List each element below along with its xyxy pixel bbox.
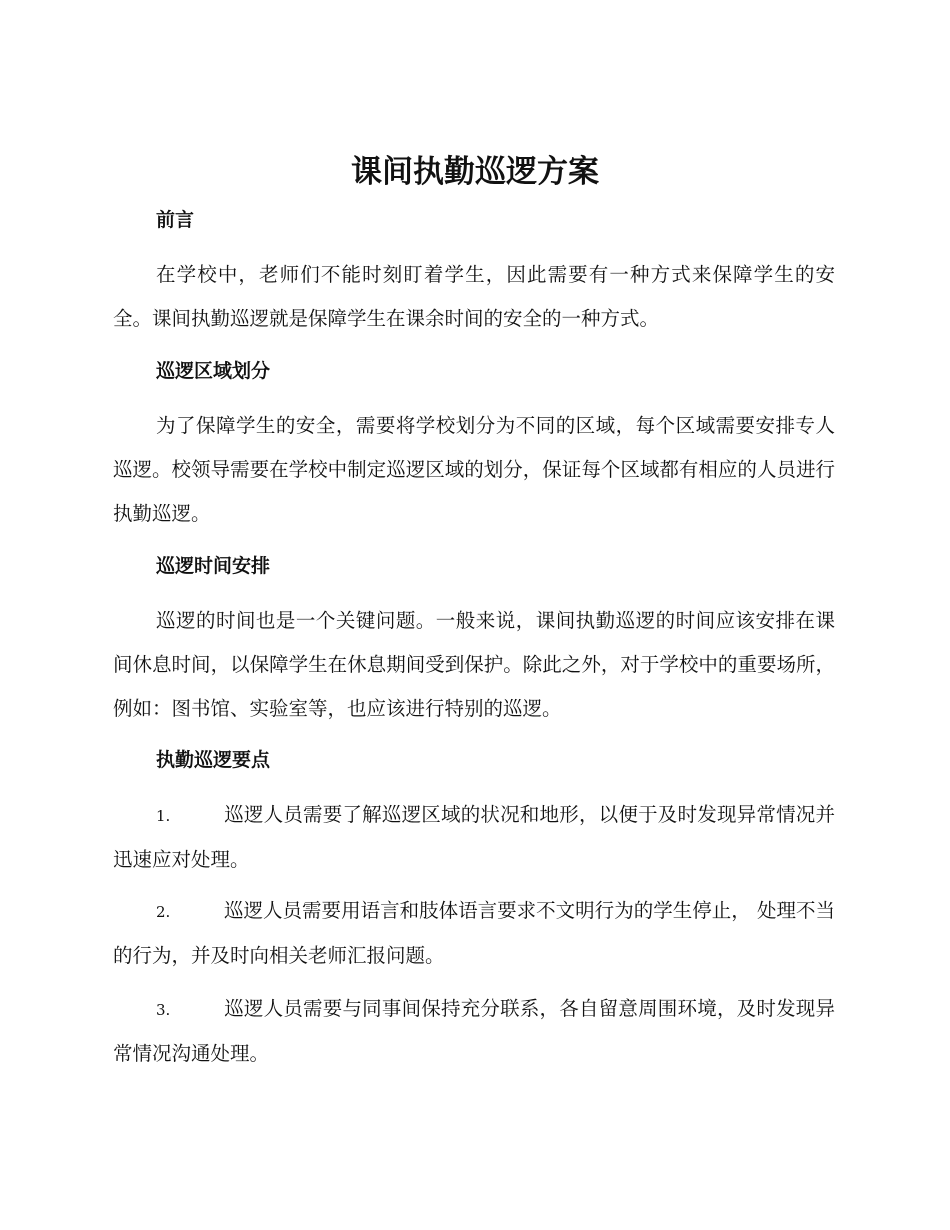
document-title: 课间执勤巡逻方案: [351, 154, 599, 190]
section-paragraph-preface: 在学校中，老师们不能时刻盯着学生，因此需要有一种方式来保障学生的安全。课间执勤巡逻就是保障学生在课余时间的安全的一种方式。: [113, 263, 835, 330]
list-item-text: 巡逻人员需要了解巡逻区域的状况和地形，以便于及时发现异常情况并迅速应对处理。: [113, 803, 835, 871]
list-item: [113, 793, 835, 882]
list-item-number: 1.: [156, 807, 171, 825]
list-item: [113, 889, 835, 978]
list-item-number: 3.: [156, 1001, 171, 1019]
section-paragraph-patrol-areas: 为了保障学生的安全，需要将学校划分为不同的区域，每个区域需要安排专人巡逻。校领导需要在学校中制定巡逻区域的划分，保证每个区域都有相应的人员进行执勤巡逻。: [113, 414, 835, 525]
list-item-number: 2.: [156, 903, 171, 921]
section-heading-patrol-schedule: 巡逻时间安排: [156, 555, 271, 577]
section-paragraph-patrol-schedule: 巡逻的时间也是一个关键问题。一般来说，课间执勤巡逻的时间应该安排在课间休息时间，以保障学生在休息期间受到保护。除此之外，对于学校中的重要场所，例如：图书馆、实验室等，也应该进行特别的巡逻。: [113, 609, 835, 720]
section-heading-duty-points: 执勤巡逻要点: [156, 749, 271, 771]
section-heading-preface: 前言: [156, 209, 195, 231]
list-item: [113, 987, 835, 1076]
list-item-text: 巡逻人员需要用语言和肢体语言要求不文明行为的学生停止， 处理不当的行为，并及时向相关老师汇报问题。: [113, 899, 835, 967]
list-item-text: 巡逻人员需要与同事间保持充分联系，各自留意周围环境，及时发现异常情况沟通处理。: [113, 997, 835, 1065]
section-heading-patrol-areas: 巡逻区域划分: [156, 360, 271, 382]
